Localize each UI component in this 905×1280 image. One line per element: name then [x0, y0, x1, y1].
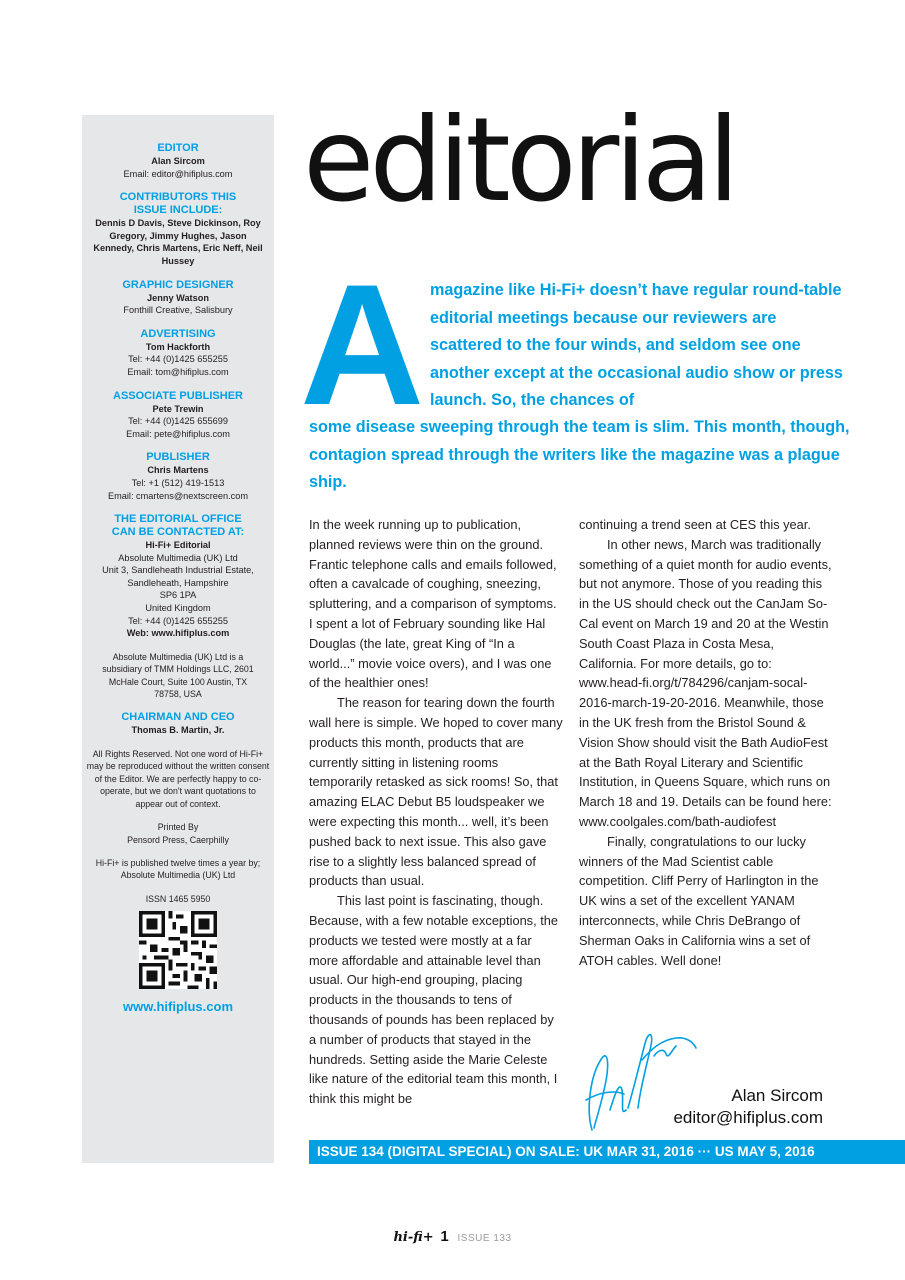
advertising-tel: Tel: +44 (0)1425 655255: [128, 354, 228, 365]
issue-label: ISSUE 133: [457, 1233, 512, 1244]
page-footer: [0, 1228, 905, 1245]
associate-tel: Tel: +44 (0)1425 655699: [128, 416, 228, 427]
intro-text-top: magazine like Hi-Fi+ doesn’t have regular round-table editorial meetings because our reviewers are scattered to the four winds, and seldom see one another except at the occasional audio show or press launch. So, the chances of: [430, 281, 843, 409]
advertising-heading: ADVERTISING: [140, 327, 216, 340]
paragraph: The reason for tearing down the fourth wall here is simple. We hoped to cover many products this month, products that are currently sitting in listening rooms temporarily retasked as sick rooms! So, that amazing ELAC Debut B5 loudspeaker we were expecting this month... well, it’s been pushed back to next issue. This also gave rise to a slightly less balanced spread of products than usual.: [309, 695, 563, 889]
masthead-sidebar: [82, 115, 274, 1163]
publisher-heading: PUBLISHER: [146, 451, 210, 464]
chairman-heading: CHAIRMAN AND CEO: [121, 711, 235, 724]
advertising-section: [82, 328, 274, 379]
office-line-3: Sandleheath, Hampshire: [127, 577, 229, 588]
paragraph: In other news, March was traditionally something of a quiet month for audio events, but not anymore. Those of you reading this in the US should check out the CanJam So-Cal event on March 19 and 20 at the Westin South Coast Plaza in Costa Mesa, California. For more details, go to: www.head-fi.org/t/784296/canjam-socal-2016-march-19-20-2016. Meanwhile, those in the UK fresh from the Bristol Sound & Vision Show should visit the Bath AudioFest at the Bath Royal Literary and Scientific Institution, in Queens Square, which runs on March 18 and 19. Details can be found here: www.coolgales.com/bath-audiofest: [579, 536, 832, 829]
published-text: Hi-Fi+ is published twelve times a year by; Absolute Multimedia (UK) Ltd: [95, 857, 261, 881]
hifi-logo: hi-fi+: [393, 1230, 434, 1245]
body-column-2: [579, 515, 833, 970]
intro-text-bottom: some disease sweeping through the team is slim. This month, though, contagion spread through the writers like the magazine was a plague ship.: [309, 418, 850, 491]
editor-name: Alan Sircom: [151, 156, 205, 166]
paragraph: In the week running up to publication, planned reviews were thin on the ground. Frantic telephone calls and emails followed, often a cavalcade of coughing, sneezing, spluttering, and a comparison of symptoms. I spent a lot of February sounding like Hal Douglas (the late, great King of “In a world...” movie voice overs), and I was one of the healthier ones!: [309, 517, 557, 691]
contributors-section: [82, 191, 274, 267]
publisher-tel: Tel: +1 (512) 419-1513: [131, 477, 225, 488]
designer-heading: GRAPHIC DESIGNER: [122, 278, 234, 291]
designer-section: [82, 279, 274, 317]
office-tel: Tel: +44 (0)1425 655255: [128, 615, 228, 626]
author-name: Alan Sircom: [731, 1086, 823, 1105]
contributors-names: Dennis D Davis, Steve Dickinson, Roy Gregory, Jimmy Hughes, Jason Kennedy, Chris Martens, Eric Neff, Neil Hussey: [93, 218, 263, 266]
office-heading: THE EDITORIAL OFFICE CAN BE CONTACTED AT:: [111, 513, 245, 539]
paragraph: Finally, congratulations to our lucky winners of the Mad Scientist cable competition. Cliff Perry of Harlington in the UK wins a set of the excellent YANAM interconnects, while Chris DeBrango of Sherman Oaks in California wins a set of ATOH cables. Well done!: [579, 833, 819, 968]
body-column-1: [309, 515, 563, 1109]
editor-section: [82, 142, 274, 180]
office-name: Hi-Fi+ Editorial: [145, 540, 211, 551]
contributors-heading: CONTRIBUTORS THIS ISSUE INCLUDE:: [119, 191, 237, 217]
printed-by: Pensord Press, Caerphilly: [127, 834, 229, 845]
advertising-email: Email: tom@hifiplus.com: [127, 366, 229, 377]
issn: ISSN 1465 5950: [145, 893, 211, 904]
signature-block: [673, 1085, 823, 1129]
publisher-section: [82, 451, 274, 502]
designer-name: Jenny Watson: [147, 292, 209, 303]
office-line-4: SP6 1PA: [159, 590, 197, 601]
website-link[interactable]: www.hifiplus.com: [122, 999, 234, 1015]
issue-banner: ISSUE 134 (DIGITAL SPECIAL) ON SALE: UK MAR 31, 2016 ··· US MAY 5, 2016: [309, 1140, 905, 1164]
associate-section: [82, 390, 274, 441]
paragraph: This last point is fascinating, though. Because, with a few notable exceptions, the products we tested were mostly at a far more affordable and attainable level than usual. Our high-end grouping, placing products in the thousands to tens of thousands of pounds has been replaced by a number of products that stayed in the hundreds. Setting aside the Marie Celeste like nature of the editorial team this month, I think this might be: [309, 893, 558, 1107]
associate-heading: ASSOCIATE PUBLISHER: [113, 389, 243, 402]
advertising-name: Tom Hackforth: [145, 341, 211, 352]
page-title: editorial: [303, 93, 735, 228]
subsidiary-text: Absolute Multimedia (UK) Ltd is a subsidiary of TMM Holdings LLC, 2601 McHale Court, Suite 100 Austin, TX 78758, USA: [102, 651, 254, 700]
page-number: 1: [440, 1228, 449, 1245]
printed-label: Printed By: [157, 822, 199, 833]
printed-section: [82, 821, 274, 846]
paragraph: continuing a trend seen at CES this year.: [579, 517, 811, 532]
editor-email: Email: editor@hifiplus.com: [123, 168, 233, 179]
drop-cap: A: [300, 249, 425, 441]
author-email[interactable]: editor@hifiplus.com: [673, 1108, 823, 1127]
associate-name: Pete Trewin: [152, 403, 204, 414]
office-line-5: United Kingdom: [145, 603, 211, 614]
chairman-section: [82, 711, 274, 737]
publisher-name: Chris Martens: [147, 465, 209, 476]
designer-company: Fonthill Creative, Salisbury: [123, 305, 233, 316]
chairman-name: Thomas B. Martin, Jr.: [131, 725, 225, 736]
office-section: [82, 513, 274, 640]
associate-email: Email: pete@hifiplus.com: [126, 428, 230, 439]
office-line-1: Absolute Multimedia (UK) Ltd: [118, 552, 238, 563]
editor-heading: EDITOR: [157, 142, 199, 154]
office-line-2: Unit 3, Sandleheath Industrial Estate,: [102, 565, 254, 576]
rights-text: All Rights Reserved. Not one word of Hi-Fi+ may be reproduced without the written consent of the Editor. We are perfectly happy to co-operate, but we don't want quotations to appear out of context.: [86, 749, 270, 809]
office-web: Web: www.hifiplus.com: [126, 628, 230, 639]
qr-code-icon: [139, 911, 217, 989]
publisher-email: Email: cmartens@nextscreen.com: [107, 490, 249, 501]
